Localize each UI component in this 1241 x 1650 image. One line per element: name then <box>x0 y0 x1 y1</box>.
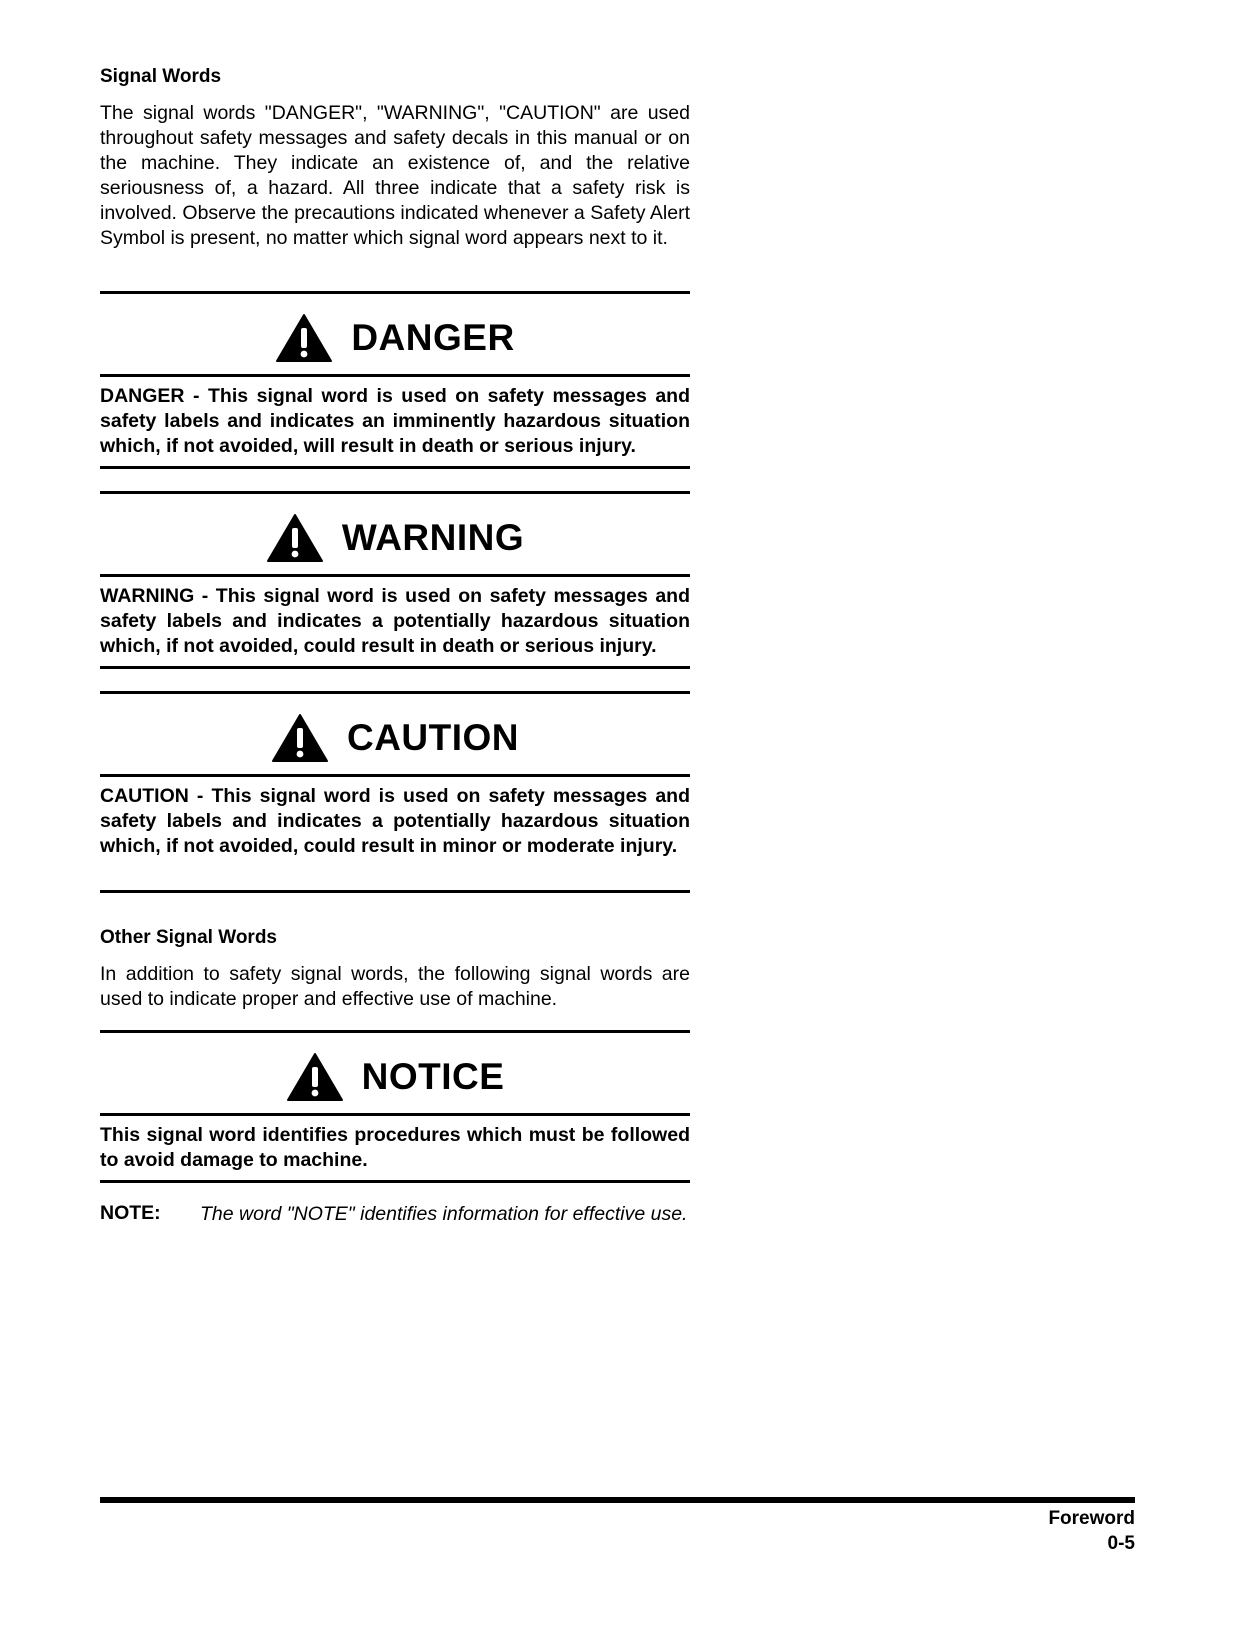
divider-rule <box>100 491 690 494</box>
divider-rule <box>100 374 690 377</box>
note-text: The word "NOTE" identifies information for effective use. <box>200 1203 688 1225</box>
divider-rule <box>100 666 690 669</box>
warning-banner <box>100 508 690 568</box>
signal-words-paragraph: The signal words "DANGER", "WARNING", "CAUTION" are used throughout safety messages and safety decals in this manual or on the machine. They indicate an existence of, and the relative seriousness of, a hazard. All three indicate that a safety risk is involved. Observe the precautions indicated whenever a Safety Alert Symbol is present, no matter which signal word appears next to it. <box>100 102 690 249</box>
danger-signal-word: DANGER <box>351 317 515 358</box>
section-heading-other-signal-words: Other Signal Words <box>100 927 278 948</box>
caution-banner <box>100 708 690 768</box>
danger-banner <box>100 308 690 368</box>
divider-rule <box>100 774 690 777</box>
notice-description: This signal word identifies procedures which must be followed to avoid damage to machine. <box>100 1124 690 1171</box>
caution-description: CAUTION - This signal word is used on safety messages and safety labels and indicates a potentially hazardous situation which, if not avoided, could result in minor or moderate injury. <box>100 785 690 857</box>
section-heading-signal-words: Signal Words <box>100 66 222 87</box>
divider-rule <box>100 1030 690 1033</box>
safety-alert-triangle-icon <box>286 1052 344 1102</box>
safety-alert-triangle-icon <box>271 713 329 763</box>
safety-alert-triangle-icon <box>266 513 324 563</box>
warning-signal-word: WARNING <box>341 517 525 558</box>
footer-rule <box>100 1497 1135 1503</box>
other-signal-words-paragraph: In addition to safety signal words, the following signal words are used to indicate proper and effective use of machine. <box>100 963 690 1010</box>
divider-rule <box>100 691 690 694</box>
divider-rule <box>100 1180 690 1183</box>
safety-alert-triangle-icon <box>275 313 333 363</box>
footer-page-number: 0-5 <box>1107 1533 1135 1554</box>
danger-description: DANGER - This signal word is used on safety messages and safety labels and indicates an imminently hazardous situation which, if not avoided, will result in death or serious injury. <box>100 385 690 457</box>
notice-banner <box>100 1047 690 1107</box>
caution-signal-word: CAUTION <box>346 717 520 758</box>
divider-rule <box>100 890 690 893</box>
divider-rule <box>100 574 690 577</box>
divider-rule <box>100 466 690 469</box>
footer-section-title: Foreword <box>1048 1508 1135 1529</box>
warning-description: WARNING - This signal word is used on safety messages and safety labels and indicates a potentially hazardous situation which, if not avoided, could result in death or serious injury. <box>100 585 690 657</box>
divider-rule <box>100 291 690 294</box>
notice-signal-word: NOTICE <box>361 1056 505 1097</box>
divider-rule <box>100 1113 690 1116</box>
note-label: NOTE: <box>100 1202 161 1224</box>
